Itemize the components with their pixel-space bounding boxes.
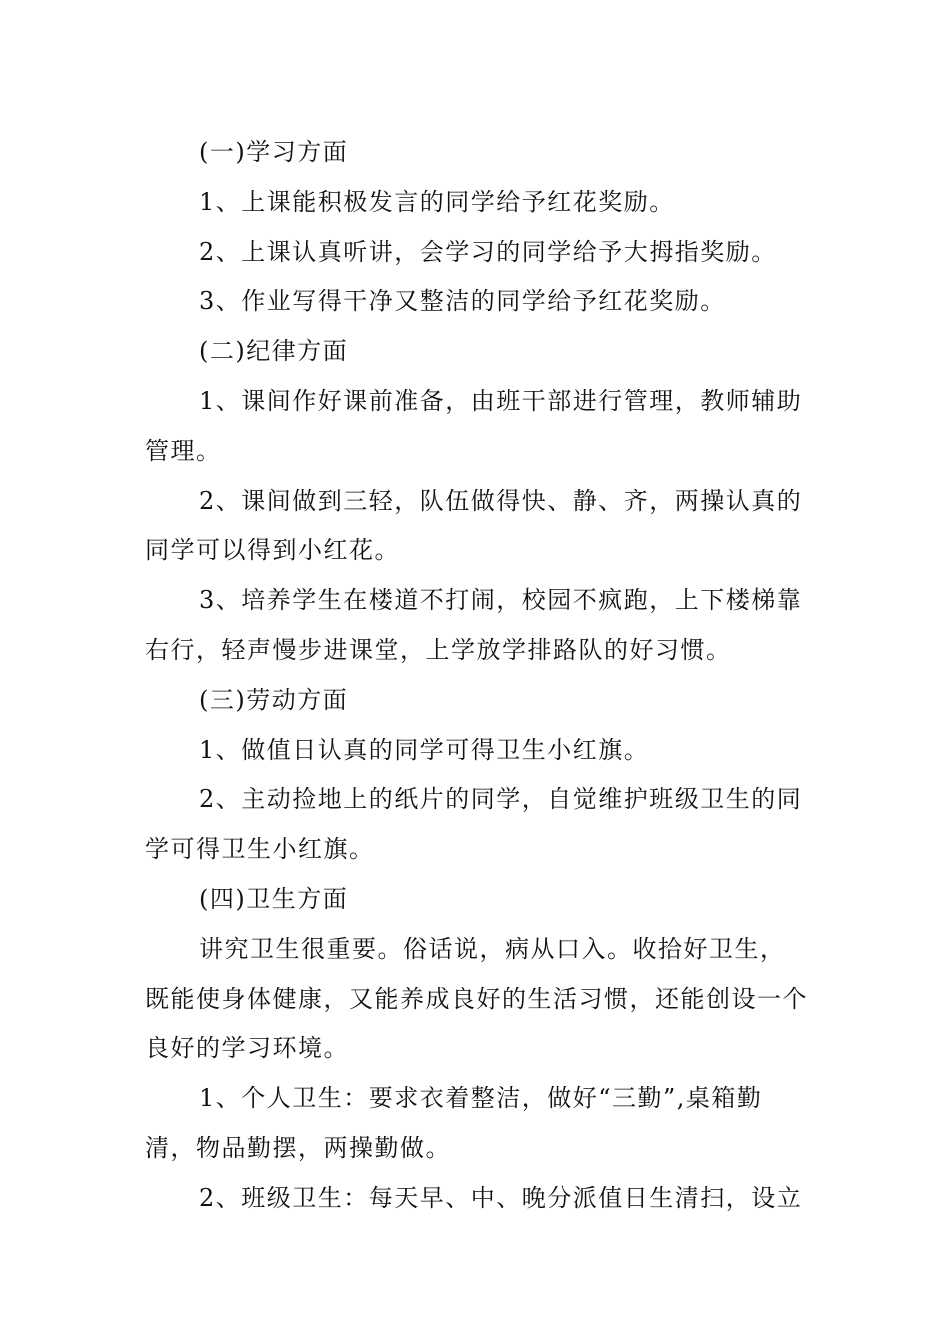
hygiene-item-2: 2、班级卫生：每天早、中、晚分派值日生清扫，设立 <box>199 1183 803 1212</box>
discipline-item-2: 2、课间做到三轻，队伍做得快、静、齐，两操认真的同学可以得到小红花。 <box>145 486 803 565</box>
study-item-1: 1、上课能积极发言的同学给予红花奖励。 <box>199 187 675 216</box>
document-body <box>145 128 810 1224</box>
section-heading-labor: (三)劳动方面 <box>199 685 349 714</box>
study-item-2: 2、上课认真听讲，会学习的同学给予大拇指奖励。 <box>199 237 777 266</box>
section-heading-study: (一)学习方面 <box>199 138 349 166</box>
labor-item-1: 1、做值日认真的同学可得卫生小红旗。 <box>199 735 650 764</box>
discipline-item-3: 3、培养学生在楼道不打闹，校园不疯跑，上下楼梯靠右行，轻声慢步进课堂，上学放学排路队的好习惯。 <box>145 586 803 664</box>
study-item-3: 3、作业写得干净又整洁的同学给予红花奖励。 <box>199 287 726 316</box>
hygiene-intro: 讲究卫生很重要。俗话说，病从口入。收拾好卫生，既能使身体健康，又能养成良好的生活习惯，还能创设一个良好的学习环境。 <box>145 934 808 1063</box>
labor-item-2: 2、主动捡地上的纸片的同学，自觉维护班级卫生的同学可得卫生小红旗。 <box>145 785 803 864</box>
section-heading-discipline: (二)纪律方面 <box>199 337 349 366</box>
hygiene-item-1: 1、个人卫生：要求衣着整洁，做好“三勤”,桌箱勤清，物品勤摆，两操勤做。 <box>145 1084 763 1162</box>
discipline-item-1: 1、课间作好课前准备，由班干部进行管理，教师辅助管理。 <box>145 386 803 465</box>
section-heading-hygiene: (四)卫生方面 <box>199 884 349 913</box>
